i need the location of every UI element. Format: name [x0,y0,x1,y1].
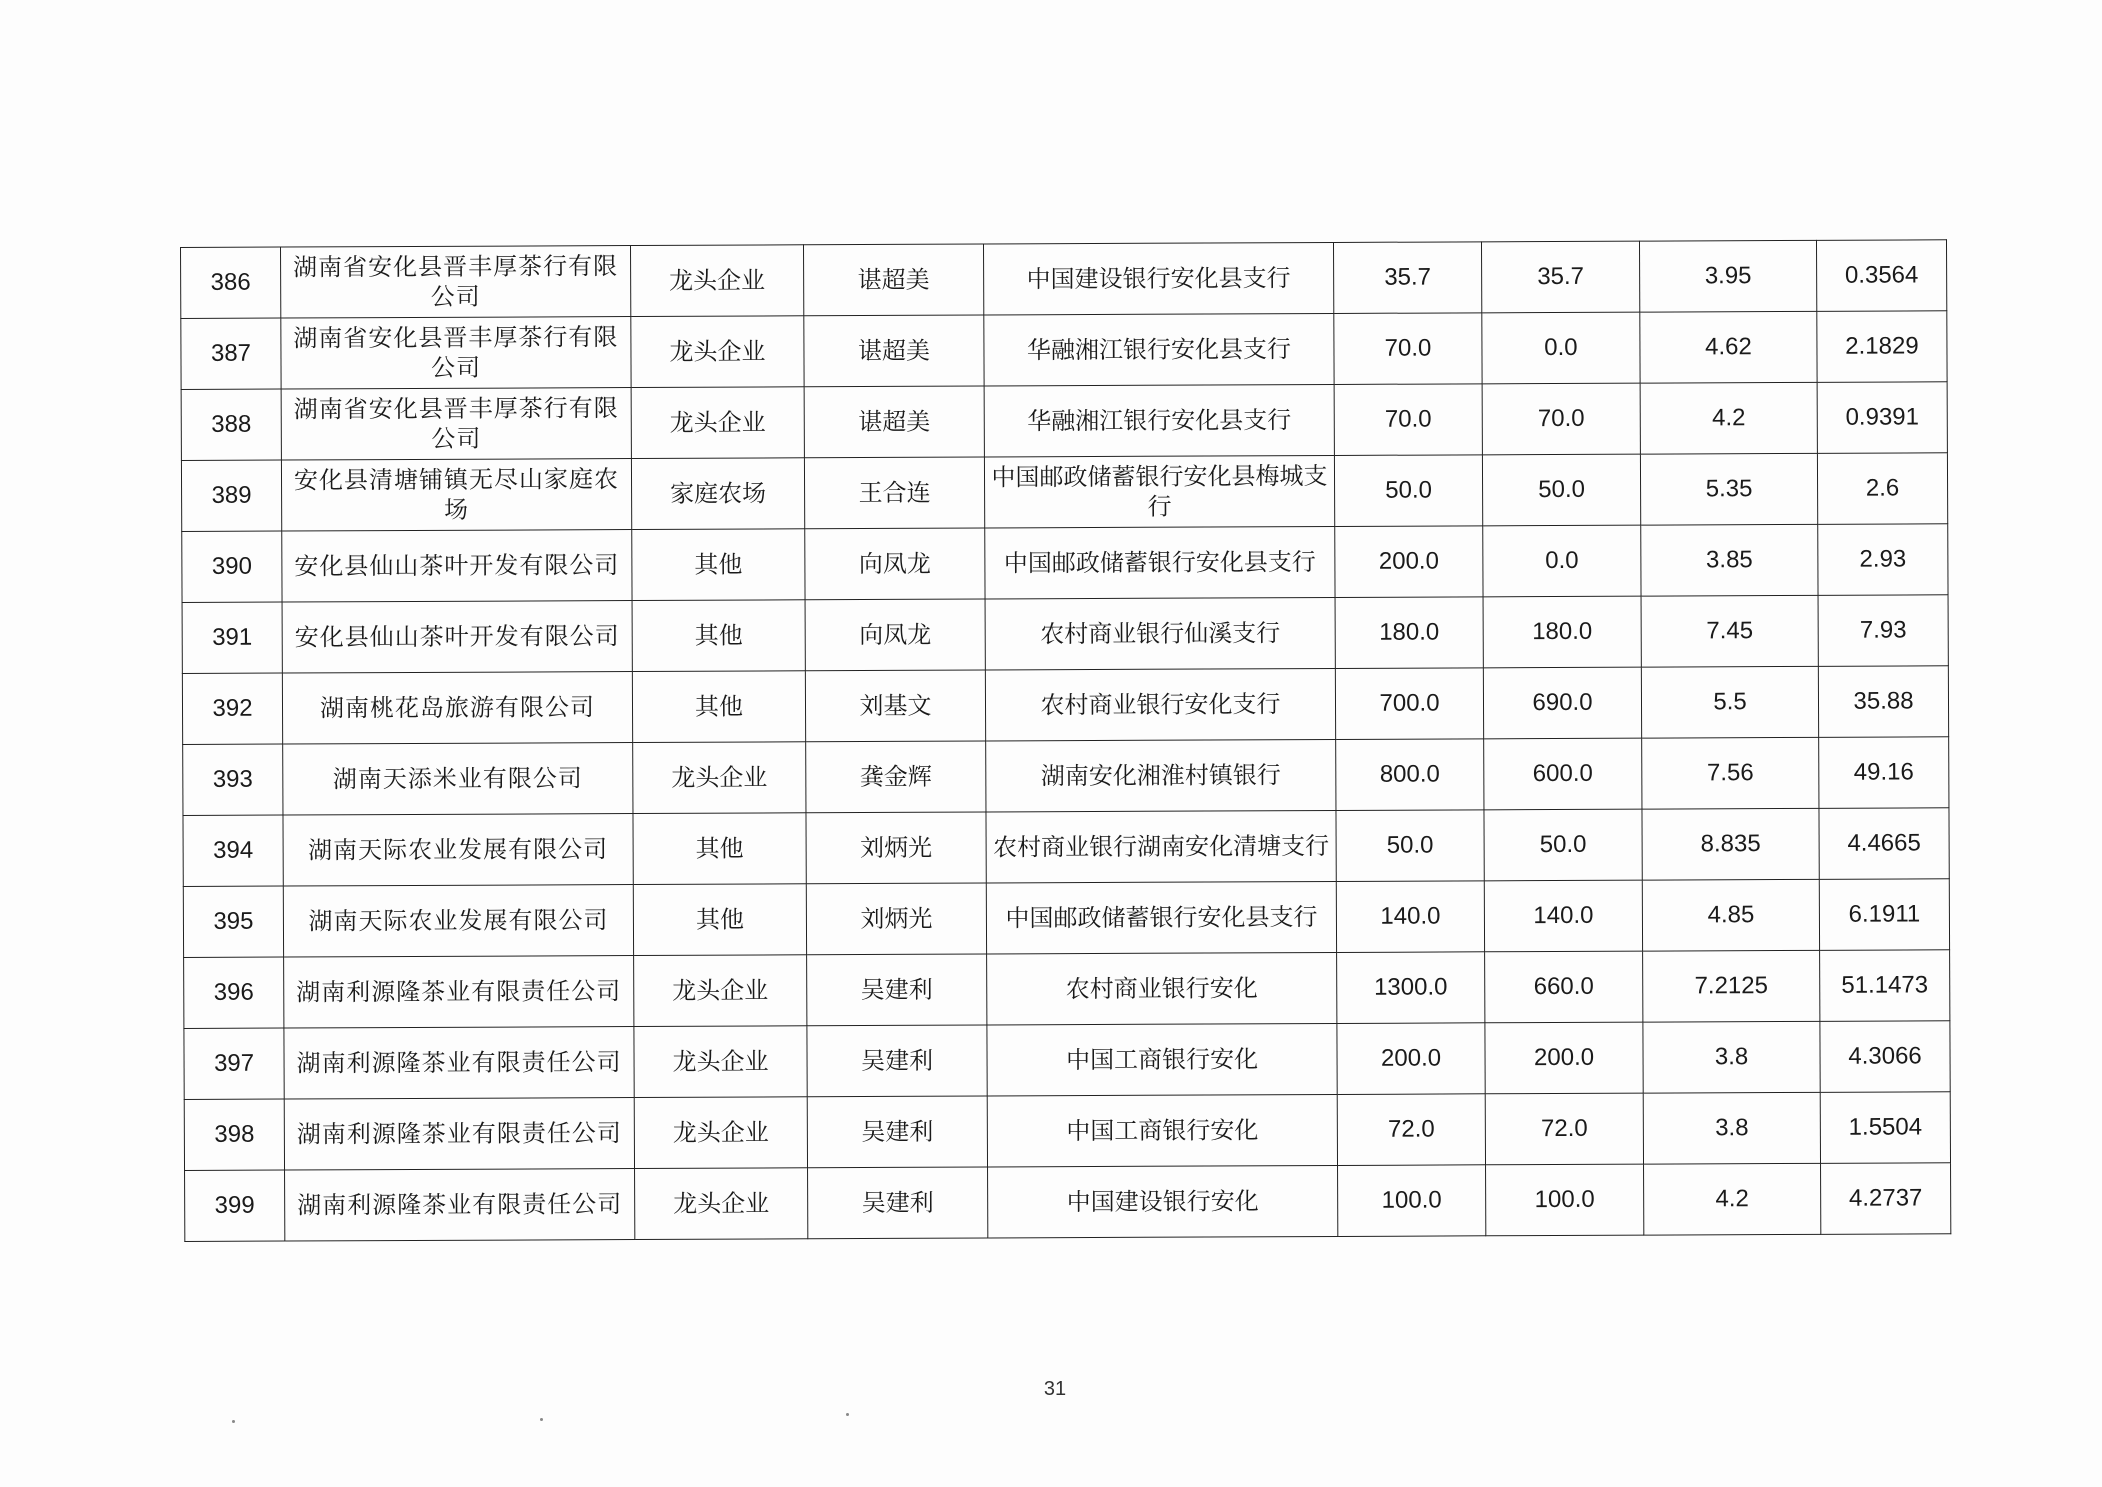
entity-type-cell: 龙头企业 [631,316,804,388]
row-number-cell: 394 [183,815,283,886]
value-3-cell: 5.35 [1640,453,1817,525]
table-row [182,524,1948,603]
row-number-cell: 399 [185,1170,285,1241]
scan-speck [232,1420,235,1423]
company-name-cell: 湖南利源隆茶业有限责任公司 [284,1027,634,1100]
value-4-cell: 2.93 [1818,524,1948,596]
table-row [183,737,1949,816]
value-3-cell: 7.2125 [1643,950,1820,1022]
value-1-cell: 35.7 [1333,242,1481,314]
value-4-cell: 0.3564 [1816,240,1946,312]
table-body [181,240,1951,1242]
entity-type-cell: 其他 [632,671,805,743]
entity-type-cell: 家庭农场 [631,458,804,530]
company-name-cell: 湖南省安化县晋丰厚茶行有限公司 [281,317,631,390]
value-3-cell: 4.85 [1642,879,1819,951]
bank-name-cell: 农村商业银行安化 [987,952,1337,1025]
table-row [184,950,1950,1029]
value-4-cell: 49.16 [1819,737,1949,809]
company-name-cell: 湖南利源隆茶业有限责任公司 [285,1169,635,1242]
entity-type-cell: 其他 [633,884,806,956]
bank-name-cell: 农村商业银行安化支行 [985,668,1335,741]
row-number-cell: 390 [182,531,282,602]
company-name-cell: 湖南利源隆茶业有限责任公司 [284,956,634,1029]
value-2-cell: 140.0 [1484,880,1642,952]
value-1-cell: 70.0 [1334,313,1482,385]
row-number-cell: 398 [184,1099,284,1170]
company-name-cell: 湖南桃花岛旅游有限公司 [282,672,632,745]
bank-name-cell: 中国邮政储蓄银行安化县梅城支行 [984,455,1334,528]
value-2-cell: 180.0 [1483,596,1641,668]
value-4-cell: 6.1911 [1819,879,1949,951]
entity-type-cell: 龙头企业 [631,387,804,459]
contact-person-cell: 谌超美 [804,315,984,387]
contact-person-cell: 向凤龙 [805,528,985,600]
contact-person-cell: 谌超美 [803,244,983,316]
company-name-cell: 湖南天际农业发展有限公司 [283,885,633,958]
contact-person-cell: 吴建利 [807,954,987,1026]
bank-name-cell: 农村商业银行湖南安化清塘支行 [986,810,1336,883]
value-4-cell: 7.93 [1818,595,1948,667]
value-4-cell: 2.1829 [1817,311,1947,383]
value-1-cell: 1300.0 [1337,952,1485,1024]
table-row [181,382,1947,461]
row-number-cell: 388 [181,389,281,460]
table-row [184,1092,1950,1171]
row-number-cell: 391 [182,602,282,673]
bank-name-cell: 中国邮政储蓄银行安化县支行 [985,526,1335,599]
loan-table [180,239,1951,1242]
value-1-cell: 50.0 [1334,455,1482,527]
value-3-cell: 5.5 [1641,666,1818,738]
value-2-cell: 50.0 [1482,454,1640,526]
value-2-cell: 50.0 [1484,809,1642,881]
bank-name-cell: 华融湘江银行安化县支行 [984,384,1334,457]
value-2-cell: 0.0 [1482,312,1640,384]
entity-type-cell: 龙头企业 [634,955,807,1027]
contact-person-cell: 刘炳光 [806,883,986,955]
bank-name-cell: 中国建设银行安化 [988,1165,1338,1238]
row-number-cell: 386 [181,247,281,318]
row-number-cell: 397 [184,1028,284,1099]
entity-type-cell: 龙头企业 [635,1168,808,1240]
bank-name-cell: 中国工商银行安化 [987,1094,1337,1167]
company-name-cell: 安化县清塘铺镇无尽山家庭农场 [281,459,631,532]
page-number: 31 [1043,1378,1067,1400]
table-row [181,453,1947,532]
entity-type-cell: 龙头企业 [634,1026,807,1098]
company-name-cell: 安化县仙山茶叶开发有限公司 [282,601,632,674]
value-4-cell: 1.5504 [1820,1092,1950,1164]
value-1-cell: 180.0 [1335,597,1483,669]
value-4-cell: 4.3066 [1820,1021,1950,1093]
value-2-cell: 70.0 [1482,383,1640,455]
bank-name-cell: 农村商业银行仙溪支行 [985,597,1335,670]
company-name-cell: 湖南天际农业发展有限公司 [283,814,633,887]
value-1-cell: 70.0 [1334,384,1482,456]
value-2-cell: 600.0 [1484,738,1642,810]
value-2-cell: 100.0 [1486,1164,1644,1236]
value-2-cell: 0.0 [1483,525,1641,597]
company-name-cell: 湖南省安化县晋丰厚茶行有限公司 [281,246,631,319]
table-row [183,808,1949,887]
company-name-cell: 湖南省安化县晋丰厚茶行有限公司 [281,388,631,461]
value-4-cell: 0.9391 [1817,382,1947,454]
value-1-cell: 200.0 [1335,526,1483,598]
value-3-cell: 3.85 [1641,524,1818,596]
value-2-cell: 200.0 [1485,1022,1643,1094]
entity-type-cell: 龙头企业 [634,1097,807,1169]
value-4-cell: 2.6 [1817,453,1947,525]
entity-type-cell: 其他 [632,600,805,672]
table-row [182,666,1948,745]
contact-person-cell: 刘基文 [805,670,985,742]
value-1-cell: 140.0 [1336,881,1484,953]
contact-person-cell: 吴建利 [807,1025,987,1097]
table-row [181,240,1947,319]
value-3-cell: 4.2 [1640,382,1817,454]
row-number-cell: 392 [182,673,282,744]
contact-person-cell: 吴建利 [808,1167,988,1239]
contact-person-cell: 刘炳光 [806,812,986,884]
value-4-cell: 4.2737 [1821,1163,1951,1235]
contact-person-cell: 王合连 [804,457,984,529]
scan-speck [540,1418,543,1421]
row-number-cell: 393 [183,744,283,815]
value-3-cell: 4.62 [1640,311,1817,383]
value-2-cell: 690.0 [1483,667,1641,739]
company-name-cell: 湖南利源隆茶业有限责任公司 [284,1098,634,1171]
bank-name-cell: 湖南安化湘淮村镇银行 [986,739,1336,812]
bank-name-cell: 中国工商银行安化 [987,1023,1337,1096]
contact-person-cell: 吴建利 [807,1096,987,1168]
value-3-cell: 4.2 [1644,1163,1821,1235]
value-3-cell: 3.8 [1643,1021,1820,1093]
entity-type-cell: 龙头企业 [630,245,803,317]
value-1-cell: 100.0 [1338,1165,1486,1237]
value-1-cell: 50.0 [1336,810,1484,882]
contact-person-cell: 龚金辉 [806,741,986,813]
value-2-cell: 35.7 [1481,241,1639,313]
table-row [183,879,1949,958]
value-1-cell: 200.0 [1337,1023,1485,1095]
value-3-cell: 8.835 [1642,808,1819,880]
row-number-cell: 389 [181,460,281,531]
bank-name-cell: 中国邮政储蓄银行安化县支行 [986,881,1336,954]
company-name-cell: 湖南天添米业有限公司 [283,743,633,816]
scan-speck [846,1413,849,1416]
bank-name-cell: 华融湘江银行安化县支行 [984,313,1334,386]
table-row [185,1163,1951,1242]
value-2-cell: 660.0 [1485,951,1643,1023]
table-row [184,1021,1950,1100]
value-3-cell: 3.8 [1643,1092,1820,1164]
table-row [181,311,1947,390]
value-4-cell: 4.4665 [1819,808,1949,880]
value-1-cell: 800.0 [1336,739,1484,811]
contact-person-cell: 谌超美 [804,386,984,458]
row-number-cell: 395 [183,886,283,957]
entity-type-cell: 其他 [632,529,805,601]
row-number-cell: 387 [181,318,281,389]
value-1-cell: 700.0 [1335,668,1483,740]
bank-name-cell: 中国建设银行安化县支行 [983,242,1333,315]
row-number-cell: 396 [184,957,284,1028]
value-3-cell: 7.56 [1642,737,1819,809]
value-3-cell: 3.95 [1639,240,1816,312]
contact-person-cell: 向凤龙 [805,599,985,671]
entity-type-cell: 龙头企业 [633,742,806,814]
table-row [182,595,1948,674]
value-2-cell: 72.0 [1485,1093,1643,1165]
value-4-cell: 51.1473 [1820,950,1950,1022]
value-4-cell: 35.88 [1818,666,1948,738]
value-1-cell: 72.0 [1337,1094,1485,1166]
entity-type-cell: 其他 [633,813,806,885]
company-name-cell: 安化县仙山茶叶开发有限公司 [282,530,632,603]
value-3-cell: 7.45 [1641,595,1818,667]
